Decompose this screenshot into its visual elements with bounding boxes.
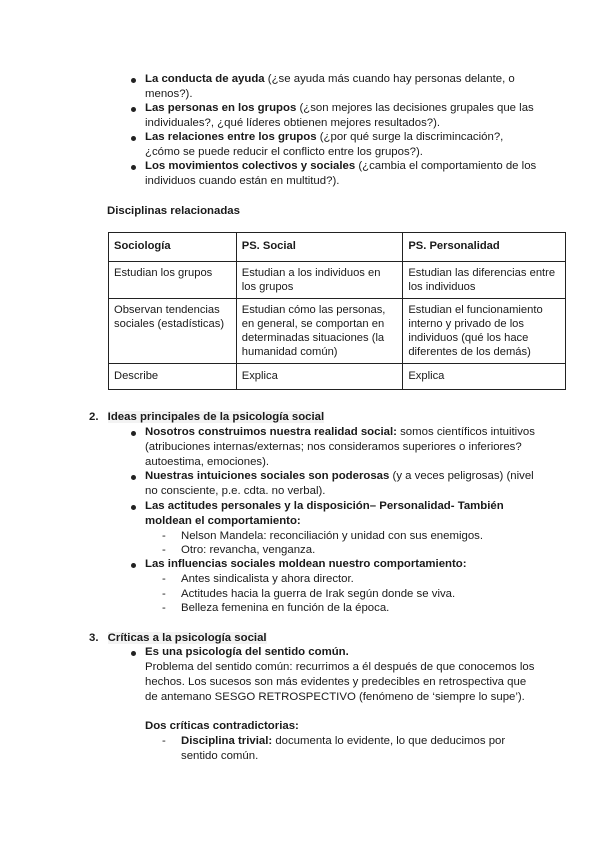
section-number: 3. xyxy=(89,632,99,644)
list-item-cont: menos?). xyxy=(145,88,193,100)
list-item-cont: autoestima, emociones). xyxy=(145,456,270,468)
bullet-dot xyxy=(131,505,136,510)
paragraph-line: de antemano SESGO RETROSPECTIVO (fenómeno de ‘siempre lo supe’). xyxy=(145,691,525,703)
sub-list-item: Otro: revancha, venganza. xyxy=(181,544,316,556)
table-cell: Estudian a los individuos en los grupos xyxy=(236,262,403,299)
bullet-dot xyxy=(131,107,136,112)
table-cell: Explica xyxy=(236,364,403,390)
list-item: Nosotros construimos nuestra realidad social: somos científicos intuitivos xyxy=(145,426,535,438)
list-item-cont: no consciente, p.e. cdta. no verbal). xyxy=(145,485,326,497)
table-header-cell: PS. Personalidad xyxy=(408,240,500,252)
table-row xyxy=(109,262,566,299)
list-item: Las personas en los grupos (¿son mejores las decisiones grupales que las xyxy=(145,102,534,114)
bullet-dot xyxy=(131,431,136,436)
list-item: Los movimientos colectivos y sociales (¿cambia el comportamiento de los xyxy=(145,160,537,172)
subheading: Dos críticas contradictorias: xyxy=(145,720,299,732)
table-cell: Estudian cómo las personas, en general, se comportan en determinadas situaciones (la humanidad común) xyxy=(236,299,403,364)
table-cell: Describe xyxy=(109,364,237,390)
list-item: Las relaciones entre los grupos (¿por qué surge la discrimincación?, xyxy=(145,131,504,143)
section-3-heading xyxy=(89,631,267,646)
table-cell: Estudian los grupos xyxy=(109,262,237,299)
table-row xyxy=(109,299,566,364)
list-item: Las influencias sociales moldean nuestro comportamiento: xyxy=(145,558,467,570)
list-item-cont: individuos cuando están en multitud?). xyxy=(145,175,340,187)
sub-list-item: Actitudes hacia la guerra de Irak según donde se viva. xyxy=(181,588,456,600)
dash-marker: - xyxy=(162,602,166,614)
dash-marker: - xyxy=(162,544,166,556)
table-header-row xyxy=(109,233,566,262)
bullet-dot xyxy=(131,651,136,656)
table-header-cell: Sociología xyxy=(114,240,171,252)
bullet-dot xyxy=(131,165,136,170)
bullet-dot xyxy=(131,78,136,83)
list-item-cont: moldean el comportamiento: xyxy=(145,515,301,527)
section-title: Críticas a la psicología social xyxy=(107,632,267,644)
list-item-cont: individuales?, ¿qué líderes obtienen mejores resultados?). xyxy=(145,117,441,129)
list-item-cont: ¿cómo se puede reducir el conflicto entre los grupos?). xyxy=(145,146,423,158)
dash-marker: - xyxy=(162,588,166,600)
bullet-dot xyxy=(131,563,136,568)
list-item: La conducta de ayuda (¿se ayuda más cuando hay personas delante, o xyxy=(145,73,515,85)
bullet-dot xyxy=(131,475,136,480)
sub-list-item: Belleza femenina en función de la época. xyxy=(181,602,390,614)
list-item-cont: (atribuciones internas/externas; nos consideramos superiores o inferiores? xyxy=(145,441,522,453)
dash-marker: - xyxy=(162,530,166,542)
table-cell: Explica xyxy=(403,364,566,390)
paragraph-line: hechos. Los sucesos son más evidentes y predecibles en retrospectiva que xyxy=(145,676,527,688)
paragraph-line: Problema del sentido común: recurrimos a él después de que conocemos los xyxy=(145,661,535,673)
table-row xyxy=(109,364,566,390)
section-2-heading xyxy=(89,410,324,425)
dash-marker: - xyxy=(162,573,166,585)
section-number: 2. xyxy=(89,411,99,423)
disciplinas-heading: Disciplinas relacionadas xyxy=(107,205,240,217)
section-title: Ideas principales de la psicología social xyxy=(107,411,325,423)
sub-list-item-cont: sentido común. xyxy=(181,750,259,762)
table-cell: Estudian el funcionamiento interno y privado de los individuos (qué los hace diferentes de los demás) xyxy=(403,299,566,364)
bullet-dot xyxy=(131,136,136,141)
table-cell: Observan tendencias sociales (estadísticas) xyxy=(109,299,237,364)
sub-list-item: Disciplina trivial: documenta lo evidente, lo que deducimos por xyxy=(181,735,506,747)
sub-list-item: Nelson Mandela: reconciliación y unidad con sus enemigos. xyxy=(181,530,484,542)
table-cell: Estudian las diferencias entre los individuos xyxy=(403,262,566,299)
list-item: Las actitudes personales y la disposición– Personalidad- También xyxy=(145,500,504,512)
list-item: Nuestras intuiciones sociales son poderosas (y a veces peligrosas) (nivel xyxy=(145,470,534,482)
disciplinas-table xyxy=(108,232,566,390)
list-item: Es una psicología del sentido común. xyxy=(145,646,349,658)
sub-list-item: Antes sindicalista y ahora director. xyxy=(181,573,354,585)
table-header-cell: PS. Social xyxy=(241,240,296,252)
dash-marker: - xyxy=(162,735,166,747)
